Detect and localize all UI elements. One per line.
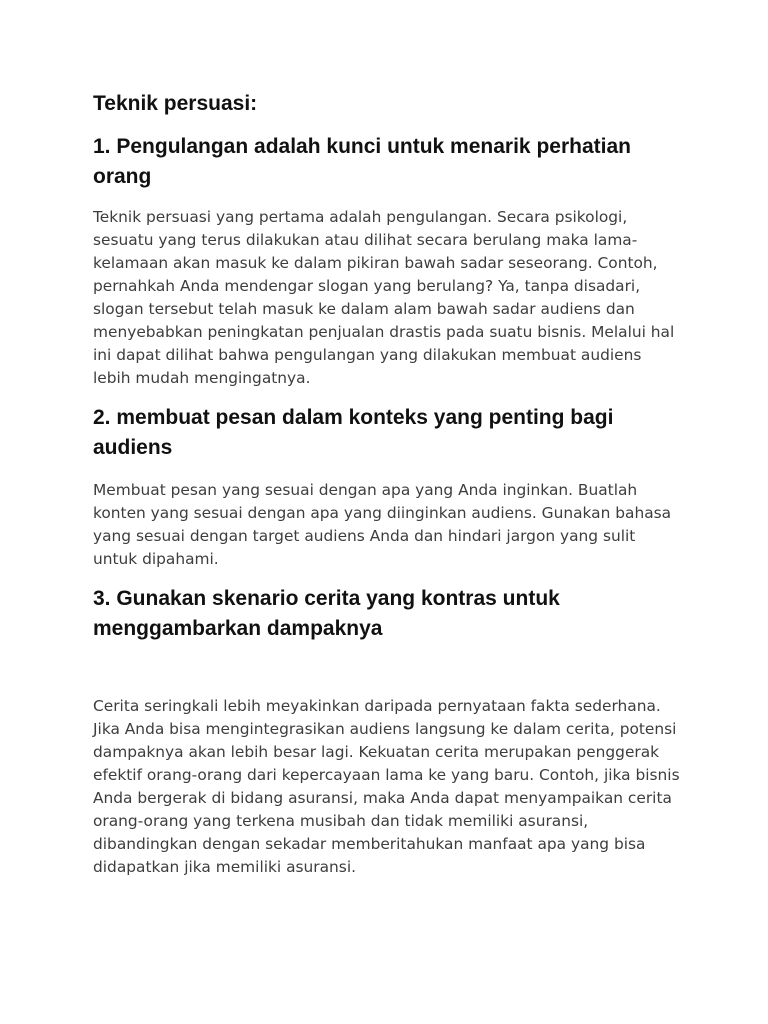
section-heading-2: 2. membuat pesan dalam konteks yang penting bagi audiens: [93, 406, 614, 459]
section-heading-3: 3. Gunakan skenario cerita yang kontras untuk menggambarkan dampaknya: [93, 587, 560, 640]
section-heading-1: 1. Pengulangan adalah kunci untuk menarik perhatian orang: [93, 135, 631, 188]
section-body-1: Teknik persuasi yang pertama adalah pengulangan. Secara psikologi, sesuatu yang terus dilakukan atau dilihat secara berulang maka lama-kelamaan akan masuk ke dalam pikiran bawah sadar seseorang. Contoh, pernahkah Anda mendengar slogan yang berulang? Ya, tanpa disadari, slogan tersebut telah masuk ke dalam alam bawah sadar audiens dan menyebabkan peningkatan penjualan drastis pada suatu bisnis. Melalui hal ini dapat dilihat bahwa pengulangan yang dilakukan membuat audiens lebih mudah mengingatnya.: [93, 208, 675, 387]
section-body-2: Membuat pesan yang sesuai dengan apa yang Anda inginkan. Buatlah konten yang sesuai dengan apa yang diinginkan audiens. Gunakan bahasa yang sesuai dengan target audiens Anda dan hindari jargon yang sulit untuk dipahami.: [93, 481, 672, 568]
document-title: Teknik persuasi:: [93, 92, 258, 115]
section-body-3: Cerita seringkali lebih meyakinkan daripada pernyataan fakta sederhana. Jika Anda bisa mengintegrasikan audiens langsung ke dalam cerita, potensi dampaknya akan lebih besar lagi. Kekuatan cerita merupakan penggerak efektif orang-orang dari kepercayaan lama ke yang baru. Contoh, jika bisnis Anda bergerak di bidang asuransi, maka Anda dapat menyampaikan cerita orang-orang yang terkena musibah dan tidak memiliki asuransi, dibandingkan dengan sekadar memberitahukan manfaat apa yang bisa didapatkan jika memiliki asuransi.: [93, 697, 680, 876]
